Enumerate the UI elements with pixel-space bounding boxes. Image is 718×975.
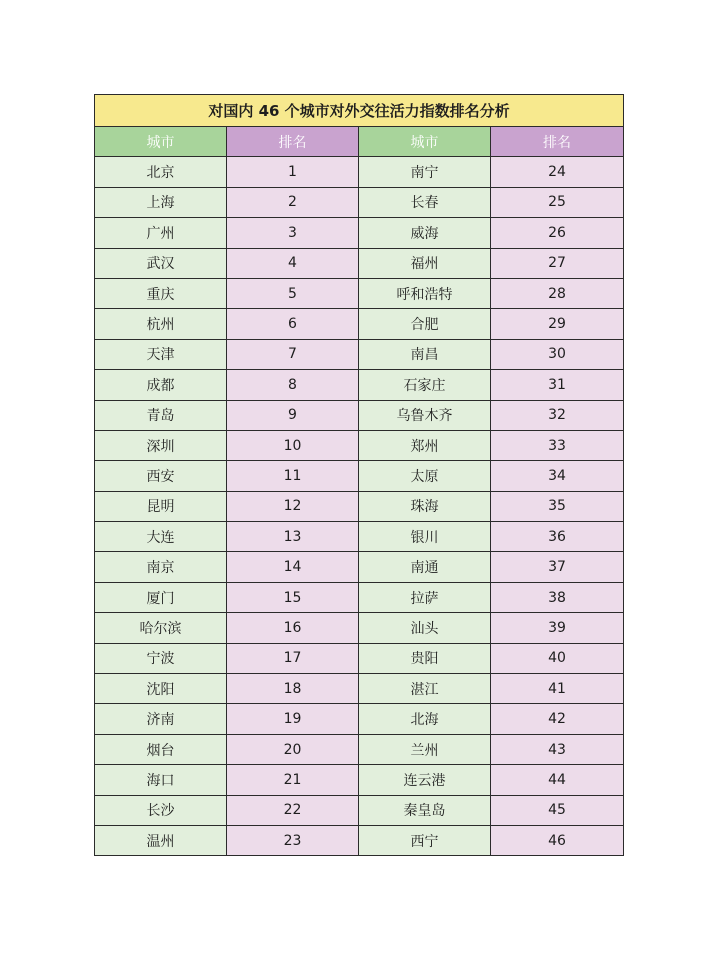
header-city-left: 城市 <box>95 127 227 157</box>
left-city-cell: 重庆 <box>95 278 227 308</box>
left-city-cell: 海口 <box>95 765 227 795</box>
right-city-cell: 威海 <box>359 218 491 248</box>
right-city-cell: 郑州 <box>359 430 491 460</box>
right-rank-cell: 25 <box>491 187 624 217</box>
left-rank-cell: 1 <box>227 157 359 187</box>
left-city-cell: 昆明 <box>95 491 227 521</box>
table-row <box>95 461 624 491</box>
right-rank-cell: 28 <box>491 278 624 308</box>
right-city-cell: 太原 <box>359 461 491 491</box>
right-rank-cell: 34 <box>491 461 624 491</box>
right-city-cell: 秦皇岛 <box>359 795 491 825</box>
table-row <box>95 491 624 521</box>
table-row <box>95 309 624 339</box>
left-city-cell: 宁波 <box>95 643 227 673</box>
left-city-cell: 西安 <box>95 461 227 491</box>
left-rank-cell: 2 <box>227 187 359 217</box>
table-row <box>95 278 624 308</box>
right-rank-cell: 29 <box>491 309 624 339</box>
left-rank-cell: 23 <box>227 825 359 855</box>
right-rank-cell: 40 <box>491 643 624 673</box>
left-city-cell: 北京 <box>95 157 227 187</box>
table-row <box>95 643 624 673</box>
left-city-cell: 杭州 <box>95 309 227 339</box>
left-city-cell: 济南 <box>95 704 227 734</box>
left-rank-cell: 10 <box>227 430 359 460</box>
right-city-cell: 银川 <box>359 522 491 552</box>
right-rank-cell: 24 <box>491 157 624 187</box>
table-row <box>95 825 624 855</box>
left-rank-cell: 8 <box>227 370 359 400</box>
right-rank-cell: 45 <box>491 795 624 825</box>
right-city-cell: 石家庄 <box>359 370 491 400</box>
right-rank-cell: 44 <box>491 765 624 795</box>
right-city-cell: 西宁 <box>359 825 491 855</box>
left-city-cell: 武汉 <box>95 248 227 278</box>
header-rank-right: 排名 <box>491 127 624 157</box>
right-city-cell: 连云港 <box>359 765 491 795</box>
table-row <box>95 795 624 825</box>
left-rank-cell: 20 <box>227 734 359 764</box>
table-row <box>95 704 624 734</box>
left-rank-cell: 18 <box>227 674 359 704</box>
left-rank-cell: 9 <box>227 400 359 430</box>
left-city-cell: 深圳 <box>95 430 227 460</box>
right-rank-cell: 37 <box>491 552 624 582</box>
left-city-cell: 烟台 <box>95 734 227 764</box>
left-rank-cell: 12 <box>227 491 359 521</box>
left-rank-cell: 4 <box>227 248 359 278</box>
right-rank-cell: 42 <box>491 704 624 734</box>
table-row <box>95 157 624 187</box>
right-city-cell: 南通 <box>359 552 491 582</box>
left-city-cell: 长沙 <box>95 795 227 825</box>
right-rank-cell: 36 <box>491 522 624 552</box>
right-city-cell: 南宁 <box>359 157 491 187</box>
header-rank-left: 排名 <box>227 127 359 157</box>
right-city-cell: 合肥 <box>359 309 491 339</box>
table-row <box>95 400 624 430</box>
left-rank-cell: 3 <box>227 218 359 248</box>
right-rank-cell: 32 <box>491 400 624 430</box>
right-rank-cell: 38 <box>491 582 624 612</box>
left-rank-cell: 19 <box>227 704 359 734</box>
right-rank-cell: 41 <box>491 674 624 704</box>
right-city-cell: 拉萨 <box>359 582 491 612</box>
left-city-cell: 广州 <box>95 218 227 248</box>
left-city-cell: 厦门 <box>95 582 227 612</box>
table-row <box>95 522 624 552</box>
left-city-cell: 南京 <box>95 552 227 582</box>
right-city-cell: 汕头 <box>359 613 491 643</box>
left-rank-cell: 14 <box>227 552 359 582</box>
left-city-cell: 天津 <box>95 339 227 369</box>
left-city-cell: 沈阳 <box>95 674 227 704</box>
left-city-cell: 上海 <box>95 187 227 217</box>
left-rank-cell: 15 <box>227 582 359 612</box>
table-row <box>95 218 624 248</box>
table-row <box>95 674 624 704</box>
left-rank-cell: 16 <box>227 613 359 643</box>
left-rank-cell: 5 <box>227 278 359 308</box>
table-row <box>95 430 624 460</box>
left-city-cell: 哈尔滨 <box>95 613 227 643</box>
right-city-cell: 湛江 <box>359 674 491 704</box>
table-row <box>95 765 624 795</box>
table-row <box>95 552 624 582</box>
right-city-cell: 呼和浩特 <box>359 278 491 308</box>
table-row <box>95 613 624 643</box>
right-rank-cell: 26 <box>491 218 624 248</box>
right-city-cell: 南昌 <box>359 339 491 369</box>
table-row <box>95 339 624 369</box>
left-city-cell: 成都 <box>95 370 227 400</box>
left-rank-cell: 11 <box>227 461 359 491</box>
left-rank-cell: 21 <box>227 765 359 795</box>
left-rank-cell: 13 <box>227 522 359 552</box>
right-city-cell: 兰州 <box>359 734 491 764</box>
ranking-table <box>94 94 624 856</box>
header-city-right: 城市 <box>359 127 491 157</box>
left-city-cell: 温州 <box>95 825 227 855</box>
table-row <box>95 248 624 278</box>
table-title: 对国内 46 个城市对外交往活力指数排名分析 <box>95 95 624 127</box>
table-row <box>95 370 624 400</box>
left-rank-cell: 6 <box>227 309 359 339</box>
right-rank-cell: 30 <box>491 339 624 369</box>
right-rank-cell: 39 <box>491 613 624 643</box>
right-city-cell: 乌鲁木齐 <box>359 400 491 430</box>
left-rank-cell: 22 <box>227 795 359 825</box>
right-rank-cell: 43 <box>491 734 624 764</box>
right-city-cell: 贵阳 <box>359 643 491 673</box>
left-city-cell: 大连 <box>95 522 227 552</box>
right-city-cell: 长春 <box>359 187 491 217</box>
left-city-cell: 青岛 <box>95 400 227 430</box>
left-rank-cell: 17 <box>227 643 359 673</box>
right-rank-cell: 33 <box>491 430 624 460</box>
right-city-cell: 北海 <box>359 704 491 734</box>
table-row <box>95 187 624 217</box>
right-rank-cell: 46 <box>491 825 624 855</box>
table-row <box>95 582 624 612</box>
right-rank-cell: 35 <box>491 491 624 521</box>
table-row <box>95 734 624 764</box>
right-city-cell: 福州 <box>359 248 491 278</box>
right-city-cell: 珠海 <box>359 491 491 521</box>
left-rank-cell: 7 <box>227 339 359 369</box>
right-rank-cell: 31 <box>491 370 624 400</box>
right-rank-cell: 27 <box>491 248 624 278</box>
